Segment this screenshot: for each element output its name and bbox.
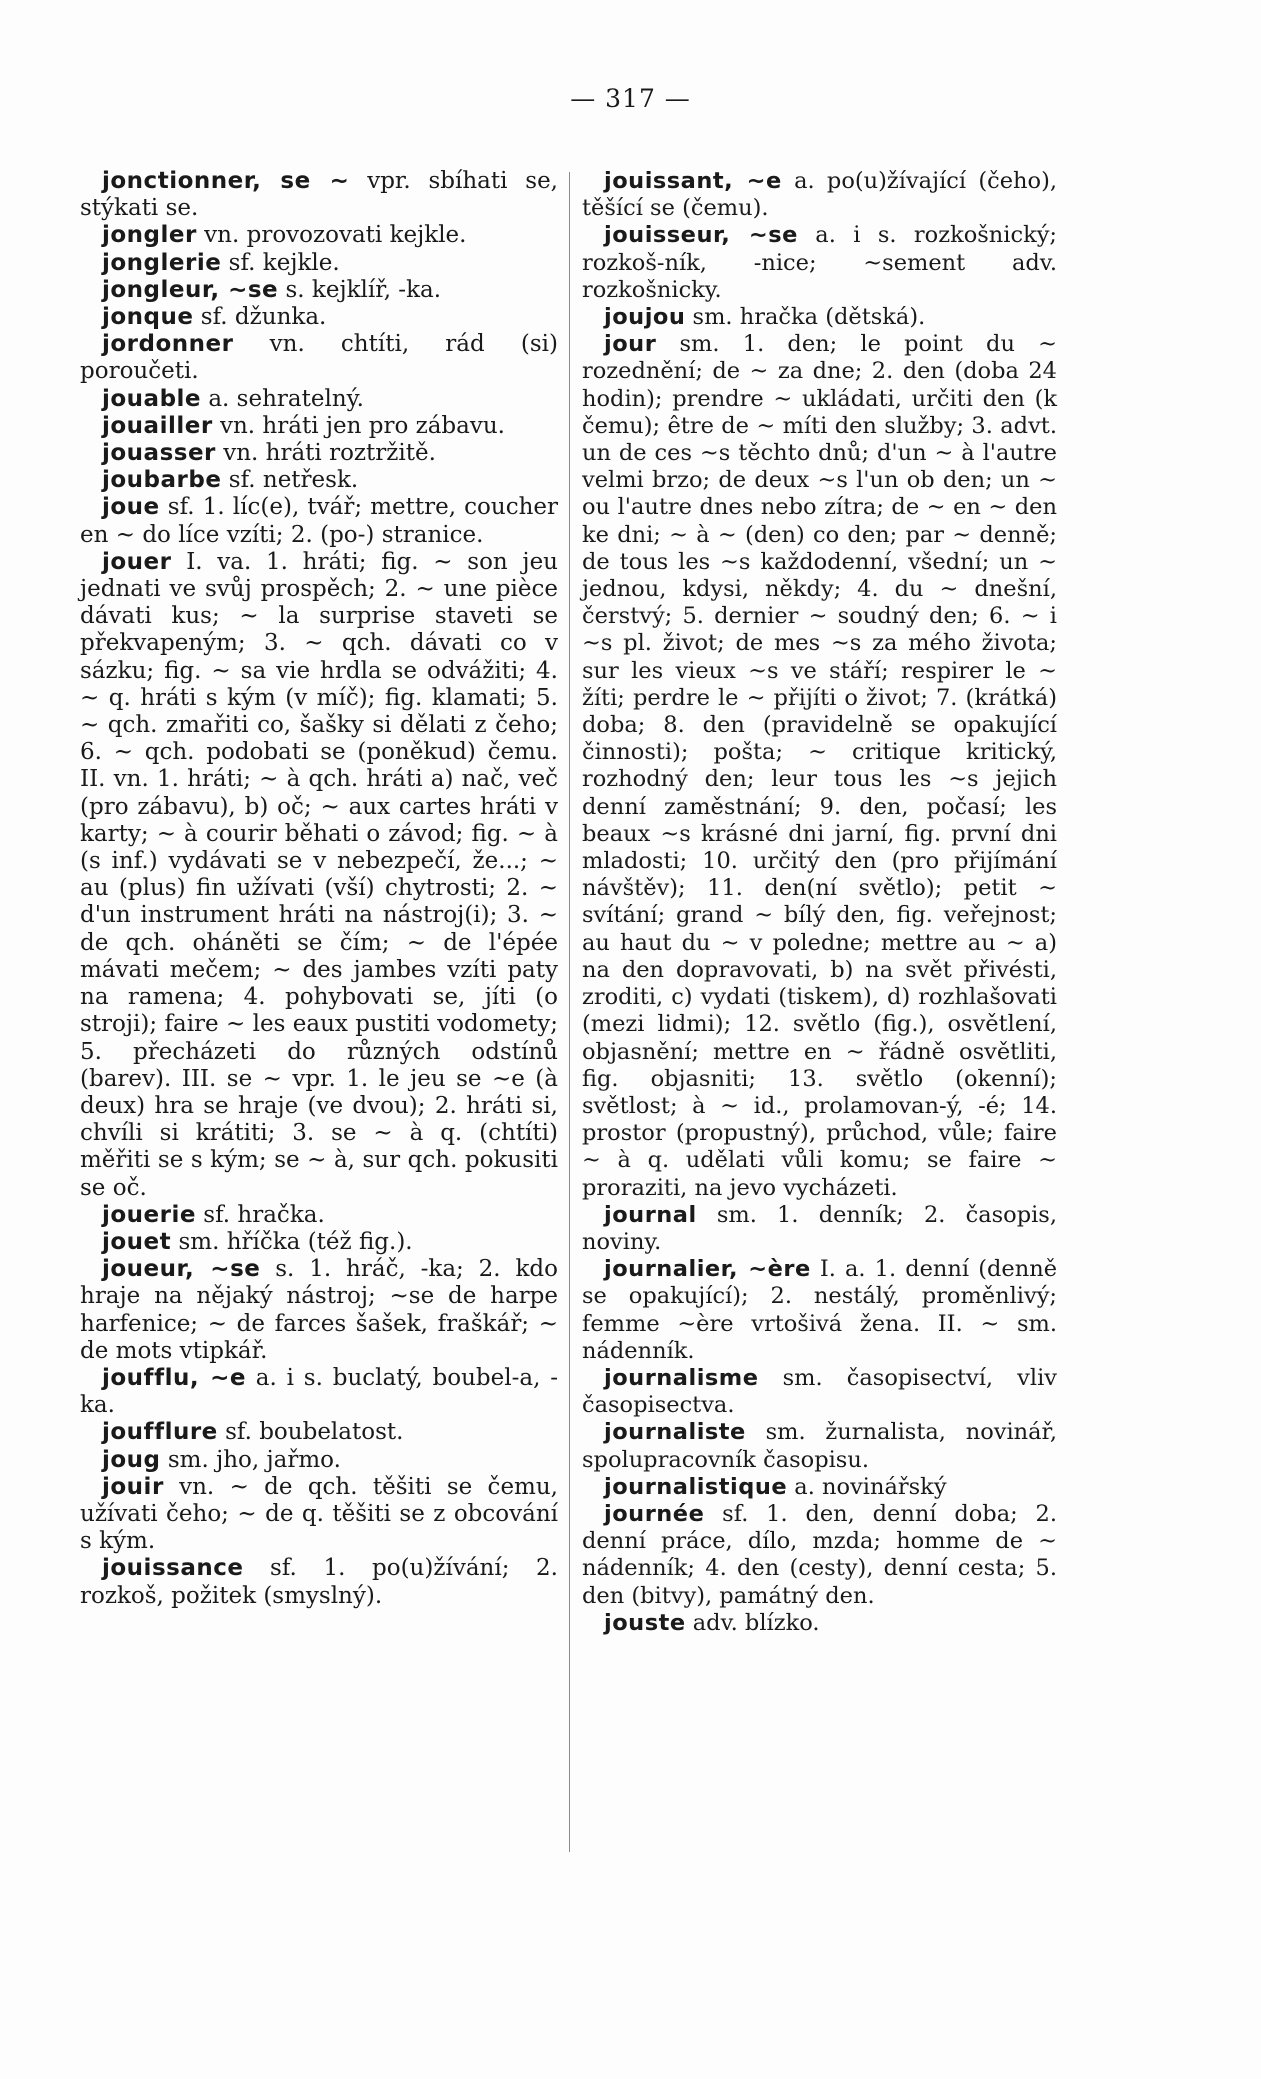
entry-headword: joug: [102, 1446, 161, 1473]
entry-headword: jouasser: [102, 440, 216, 467]
entry-headword: jouissance: [102, 1555, 244, 1582]
entry-definition: sm. hříčka (též fig.).: [171, 1228, 413, 1255]
entry-headword: jonctionner, se ~: [102, 168, 350, 194]
entry-headword: jour: [604, 331, 657, 358]
dictionary-entry: [80, 277, 558, 304]
entry-definition: vpr. sbíhati se, stýkati se.: [80, 168, 558, 222]
dictionary-entry: [582, 1610, 1057, 1637]
entry-definition: sm. žurnalista, novinář, spolupracovník časopisu.: [582, 1419, 1057, 1473]
entry-definition: a. novinářský: [787, 1473, 947, 1500]
entry-definition: sf. 1. po(u)žívání; 2. rozkoš, požitek (smyslný).: [80, 1555, 558, 1609]
dictionary-entry: [80, 1419, 558, 1446]
entry-definition: sf. hračka.: [195, 1201, 325, 1228]
entry-definition: I. a. 1. denní (denně se opakující); 2. nestálý, proměnlivý; femme ~ère vrtošivá žena. II. ~ sm. nádenník.: [582, 1256, 1058, 1364]
entry-definition: sm. hračka (dětská).: [685, 304, 926, 331]
entry-definition: sf. netřesk.: [221, 467, 359, 494]
entry-headword: jonglerie: [102, 249, 222, 276]
entry-definition: a. i s. buclatý, boubel-a, -ka.: [80, 1364, 559, 1419]
entry-definition: I. va. 1. hráti; fig. ~ son jeu jednati ve svůj prospěch; 2. ~ une pièce dávati kus; ~ la surprise staveti se překvapeným; 3. ~ qch. dávati co v sázku; fig. ~ sa vie hrdla se odvážiti; 4. ~ q. hráti s kým (v míč); fig. klamati; 5. ~ qch. zmařiti co, šašky si dělati z čeho; 6. ~ qch. podobati se (poněkud) čemu. II. vn. 1. hráti; ~ à qch. hráti a) nač, več (pro zábavu), b) oč; ~ aux cartes hráti v karty; ~ à courir běhati o závod; fig. ~ à (s inf.) vydávati se v nebezpečí, že...; ~ au (plus) fin užívati (vší) chytrosti; 2. ~ d'un instrument hráti na nástroj(i); 3. ~ de qch. oháněti se čím; ~ de l'épée mávati mečem; ~ des jambes vzíti paty na ramena; 4. pohybovati se, jíti (o stroji); faire ~ les eaux pustiti vodomety; 5. přecházeti do různých odstínů (barev). III. se ~ vpr. 1. le jeu se ~e (à deux) hra se hraje (ve dvou); 2. hráti si, chvíli si krátiti; 3. se ~ à q. (chtíti) měřiti se s kým; se ~ à, sur qch. pokusiti se oč.: [80, 548, 558, 1201]
entry-definition: adv. blízko.: [685, 1609, 820, 1636]
entry-definition: sf. džunka.: [193, 304, 327, 331]
entry-definition: vn. hráti roztržitě.: [215, 440, 436, 467]
entry-headword: joufflu, ~e: [102, 1364, 246, 1391]
entry-definition: vn. ~ de qch. těšiti se čemu, užívati čeho; ~ de q. těšiti se z obcování s kým.: [80, 1473, 558, 1555]
entry-headword: jouissant, ~e: [604, 168, 782, 194]
dictionary-entry: [80, 1474, 558, 1556]
entry-headword: journaliste: [604, 1419, 746, 1446]
entry-headword: jonque: [102, 304, 194, 331]
entry-definition: vn. provozovati kejkle.: [196, 222, 467, 249]
entry-headword: jouisseur, ~se: [604, 222, 798, 249]
entry-headword: jouer: [102, 548, 172, 575]
entry-headword: journalistique: [604, 1473, 788, 1500]
column-divider: [569, 172, 570, 1852]
entry-definition: vn. chtíti, rád (si) poroučeti.: [80, 331, 558, 385]
left-column: [80, 168, 558, 1610]
entry-headword: jouable: [102, 385, 202, 412]
entry-headword: joubarbe: [102, 467, 222, 494]
dictionary-entry: [80, 440, 558, 467]
entry-headword: jongleur, ~se: [102, 276, 279, 303]
entry-headword: jouerie: [102, 1201, 196, 1228]
entry-headword: jongler: [102, 222, 197, 249]
dictionary-entry: [80, 1447, 558, 1474]
entry-headword: journée: [604, 1500, 705, 1527]
dictionary-entry: [80, 168, 558, 222]
dictionary-entry: [80, 386, 558, 413]
entry-headword: jouet: [102, 1228, 172, 1255]
entry-definition: sm. jho, jařmo.: [160, 1446, 341, 1473]
dictionary-entry: [582, 331, 1057, 1202]
dictionary-entry: [80, 250, 558, 277]
entry-definition: s. kejklíř, -ka.: [278, 276, 442, 303]
dictionary-entry: [80, 1229, 558, 1256]
dictionary-entry: [582, 1474, 1057, 1501]
dictionary-entry: [582, 304, 1057, 331]
entry-definition: s. 1. hráč, -ka; 2. kdo hraje na nějaký nástroj; ~se de harpe harfenice; ~ de farces šašek, fraškář; ~ de mots vtipkář.: [80, 1256, 558, 1364]
entry-definition: a. i s. rozkošnický; rozkoš-ník, -nice; ~sement adv. rozkošnicky.: [582, 222, 1058, 303]
right-column: [582, 168, 1057, 1637]
dictionary-entry: [582, 1202, 1057, 1256]
entry-definition: sf. 1. líc(e), tvář; mettre, coucher en ~ do líce vzíti; 2. (po-) stranice.: [80, 494, 558, 548]
entry-definition: sm. časopisectví, vliv časopisectva.: [582, 1364, 1057, 1419]
dictionary-entry: [582, 1365, 1057, 1419]
entry-headword: jordonner: [102, 331, 234, 358]
dictionary-entry: [80, 222, 558, 249]
dictionary-entry: [80, 1555, 558, 1609]
entry-definition: sm. 1. den; le point du ~ rozednění; de ~ za dne; 2. den (doba 24 hodin); prendre ~ ukládati, určiti den (k čemu); être de ~ míti den služby; 3. advt. un de ces ~s těchto dnů; d'un ~ à l'autre velmi brzo; de deux ~s l'un ob den; un ~ ou l'autre dnes nebo zítra; de ~ en ~ den ke dni; ~ à ~ (den) co den; par ~ denně; de tous les ~s každodenní, všední; un ~ jednou, kdysi, někdy; 4. du ~ dnešní, čerstvý; 5. dernier ~ soudný den; 6. ~ i ~s pl. život; de mes ~s za mého života; sur les vieux ~s ve stáří; respirer le ~ žíti; perdre le ~ přijíti o život; 7. (krátká) doba; 8. den (pravidelně se opakující činnosti); pošta; ~ critique kritický, rozhodný den; leur tous les ~s jejich denní zaměstnání; 9. den, počasí; les beaux ~s krásné dni jarní, fig. první dni mladosti; 10. určitý den (pro přijímání návštěv); 11. den(ní světlo); petit ~ svítání; grand ~ bílý den, fig. veřejnost; au haut du ~ v poledne; mettre au ~ a) na den dopravovati, b) na svět přivésti, zroditi, c) vydati (tiskem), d) rozhlašovati (mezi lidmi); 12. světlo (fig.), osvětlení, objasnění; mettre en ~ řádně osvětliti, fig. objasniti; 13. světlo (okenní); světlost; à ~ id., prolamovan-ý, -é; 14. prostor (propustný), průchod, vůle; faire ~ à q. udělati vůli komu; se faire ~ proraziti, na jevo vycházeti.: [582, 331, 1057, 1201]
entry-definition: sm. 1. denník; 2. časopis, noviny.: [582, 1201, 1057, 1255]
dictionary-entry: [80, 331, 558, 385]
dictionary-entry: [582, 222, 1057, 304]
dictionary-entry: [80, 1365, 558, 1419]
dictionary-entry: [80, 467, 558, 494]
dictionary-entry: [80, 413, 558, 440]
dictionary-entry: [582, 168, 1057, 222]
entry-definition: sf. boubelatost.: [217, 1419, 404, 1446]
dictionary-entry: [582, 1501, 1057, 1610]
entry-definition: sf. 1. den, denní doba; 2. denní práce, dílo, mzda; homme de ~ nádenník; 4. den (cesty), denní cesta; 5. den (bitvy), památný den.: [582, 1500, 1057, 1609]
entry-headword: joujou: [604, 304, 686, 331]
entry-headword: joue: [102, 494, 160, 521]
entry-definition: vn. hráti jen pro zábavu.: [212, 412, 505, 439]
dictionary-entry: [80, 304, 558, 331]
dictionary-entry: [80, 1256, 558, 1365]
entry-definition: a. sehratelný.: [201, 385, 364, 412]
entry-headword: journalier, ~ère: [604, 1256, 811, 1283]
entry-headword: joueur, ~se: [102, 1256, 261, 1283]
entry-definition: a. po(u)žívající (čeho), těšící se (čemu).: [582, 168, 1058, 222]
entry-headword: jouste: [604, 1609, 686, 1636]
entry-headword: journal: [604, 1201, 697, 1228]
dictionary-entry: [80, 1202, 558, 1229]
dictionary-entry: [80, 494, 558, 548]
entry-headword: joufflure: [102, 1419, 218, 1446]
entry-headword: jouir: [102, 1473, 164, 1500]
entry-definition: sf. kejkle.: [221, 249, 340, 276]
dictionary-entry: [80, 549, 558, 1202]
entry-headword: journalisme: [604, 1364, 759, 1391]
dictionary-entry: [582, 1419, 1057, 1473]
page-number: — 317 —: [570, 84, 691, 113]
entry-headword: jouailler: [102, 412, 213, 439]
dictionary-entry: [582, 1256, 1057, 1365]
